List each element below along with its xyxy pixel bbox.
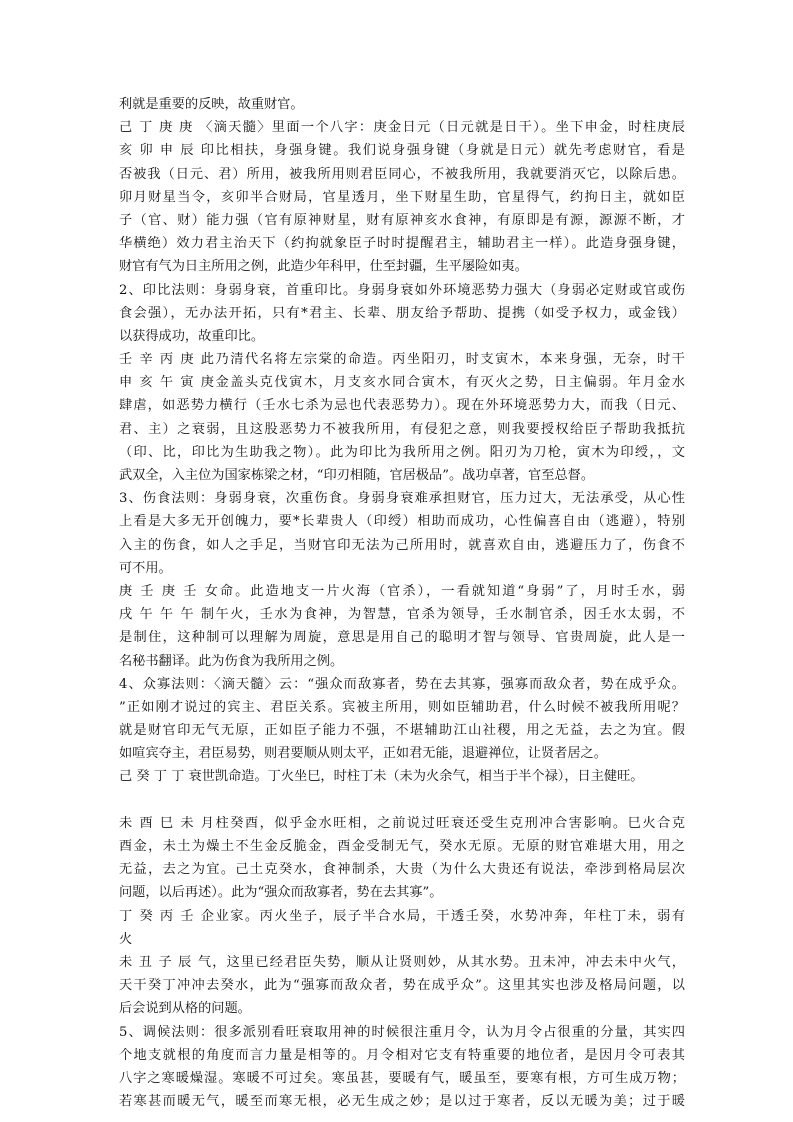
text-line: ”正如刚才说过的宾主、君臣关系。宾被主所用，则如臣辅助君，什么时候不被我所用呢？ <box>119 699 685 715</box>
text-line: 己 丁 庚 庚 〈滴天髓〉里面一个八字：庚金日元（日元就是日干）。坐下申金，时柱庚辰 <box>119 120 685 136</box>
text-line: 戌 午 午 午 制午火，壬水为食神，为智慧，官杀为领导，壬水制官杀，因壬水太弱，不 <box>119 607 685 623</box>
text-line: 子（官、财）能力强（官有原神财星，财有原神亥水食神，有原即是有源，源源不断，才 <box>119 212 685 228</box>
text-line: 问题，以后再述）。此为“强众而敌寡者，势在去其寡”。 <box>119 885 443 901</box>
text-line: 以获得成功，故重印比。 <box>119 328 265 344</box>
text-line: 君、主）之衰弱，且这股恶势力不被我所用，有侵犯之意，则我要授权给臣子帮助我抵抗 <box>119 421 685 437</box>
text-line: 如喧宾夺主，君臣易势，则君要顺从则太平，正如君无能，退避禅位，让贤者居之。 <box>119 746 607 762</box>
text-line: 个地支就根的角度而言力量是相等的。月令相对它支有特重要的地位者，是因月令可表其 <box>119 1047 685 1063</box>
text-line: 无益，去之为宜。己土克癸水，食神制杀，大贵（为什么大贵还有说法，牵涉到格局层次 <box>119 862 685 878</box>
text-line: 名秘书翻译。此为伤食为我所用之例。 <box>119 653 344 669</box>
text-line: 2、印比法则：身弱身衰，首重印比。身弱身衰如外环境恶势力强大（身弱必定财或官或伤 <box>119 282 685 298</box>
text-line: 武双全，入主位为国家栋梁之材，“印刃相随，官居极品”。战功卓著，官至总督。 <box>119 468 595 483</box>
text-line: 未 丑 子 辰 气，这里已经君臣失势，顺从让贤则妙，从其水势。丑未冲，冲去未中火气， <box>119 954 685 970</box>
text-line: 火 <box>119 931 133 947</box>
text-line: 丁 癸 丙 壬 企业家。丙火坐子，辰子半合水局，干透壬癸，水势冲奔，年柱丁未，弱有 <box>119 908 685 924</box>
text-line: 食会强），无办法开拓，只有*君主、长辈、朋友给予帮助、提携（如受予权力，或金钱） <box>119 305 685 321</box>
text-line: 亥 卯 申 辰 印比相扶，身强身键。我们说身强身键（身就是日元）就先考虑财官，看是 <box>119 143 685 159</box>
text-line: 华横绝）效力君主治天下（约拘就象臣子时时提醒君主，辅助君主一样）。此造身强身键， <box>119 236 685 252</box>
text-line: 财官有气为日主所用之例，此造少年科甲，仕至封疆，生平屡险如夷。 <box>119 259 528 275</box>
text-line: 入主的伤食，如人之手足，当财官印无法为己所用时，就喜欢自由，逃避压力了，伤食不 <box>119 537 685 553</box>
text-line: 壬 辛 丙 庚 此乃清代名将左宗棠的命造。丙坐阳刃，时支寅木，本来身强，无奈，时干 <box>119 352 685 368</box>
text-line: （印、比，印比为生助我之物）。此为印比为我所用之例。阳刃为刀枪，寅木为印绶，，文 <box>119 444 685 460</box>
text-line: 3、伤食法则：身弱身衰，次重伤食。身弱身衰难承担财官，压力过大，无法承受，从心性 <box>119 491 685 507</box>
text-line: 利就是重要的反映，故重财官。 <box>119 97 304 112</box>
text-line: 上看是大多无开创魄力，要*长辈贵人（印绶）相助而成功，心性偏喜自由（逃避），特别 <box>119 514 685 530</box>
text-line: 就是财官印无气无原，正如臣子能力不强，不堪辅助江山社稷，用之无益，去之为宜。假 <box>119 723 685 739</box>
text-line: 5、调候法则：很多派别看旺衰取用神的时候很注重月令，认为月令占很重的分量，其实四 <box>119 1024 685 1040</box>
body-text <box>119 93 685 1113</box>
text-line: 可不用。 <box>119 560 172 576</box>
text-line: 后会说到从格的问题。 <box>119 1001 251 1017</box>
blank-line <box>119 789 685 812</box>
text-line: 未 酉 巳 未 月柱癸酉，似乎金水旺相，之前说过旺衰还受生克刑冲合害影响。巳火合克 <box>119 815 685 831</box>
text-line: 4、众寡法则：〈滴天髓〉云：“强众而敌寡者，势在去其寡，强寡而敌众者，势在成乎众。 <box>119 676 685 692</box>
text-line: 若寒甚而暖无气，暖至而寒无根，必无生成之妙；是以过于寒者，反以无暖为美；过于暖 <box>119 1094 685 1110</box>
text-line: 是制住，这种制可以理解为周旋，意思是用自己的聪明才智与领导、官贵周旋，此人是一 <box>119 630 685 646</box>
text-line: 卯月财星当令，亥卯半合财局，官星透月，坐下财星生助，官星得气，约拘日主，就如臣 <box>119 189 685 205</box>
text-line: 八字之寒暖燥湿。寒暖不可过矣。寒虽甚，要暖有气，暖虽至，要寒有根，方可生成万物； <box>119 1070 685 1086</box>
text-line: 酉金，未土为燥土不生金反脆金，酉金受制无气，癸水无原。无原的财官难堪大用，用之 <box>119 839 685 854</box>
text-line: 天干癸丁冲冲去癸水，此为“强寡而敌众者，势在成乎众”。这里其实也涉及格局问题，以 <box>119 978 685 994</box>
text-line: 否被我（日元、君）所用，被我所用则君臣同心，不被我所用，我就要消灭它，以除后患。 <box>119 166 685 182</box>
text-line: 庚 壬 庚 壬 女命。此造地支一片火海（官杀），一看就知道“身弱”了，月时壬水，弱 <box>119 583 685 599</box>
text-line: 申 亥 午 寅 庚金盖头克伐寅木，月支亥水同合寅木，有灭火之势，日主偏弱。年月金水 <box>119 375 685 391</box>
text-line: 己 癸 丁 丁 衰世凯命造。丁火坐巳，时柱丁未（未为火余气，相当于半个禄），日主健旺。 <box>119 769 644 785</box>
text-line: 肆虐，如恶势力横行（壬水七杀为忌也代表恶势力）。现在外环境恶势力大，而我（日元、 <box>119 398 685 414</box>
